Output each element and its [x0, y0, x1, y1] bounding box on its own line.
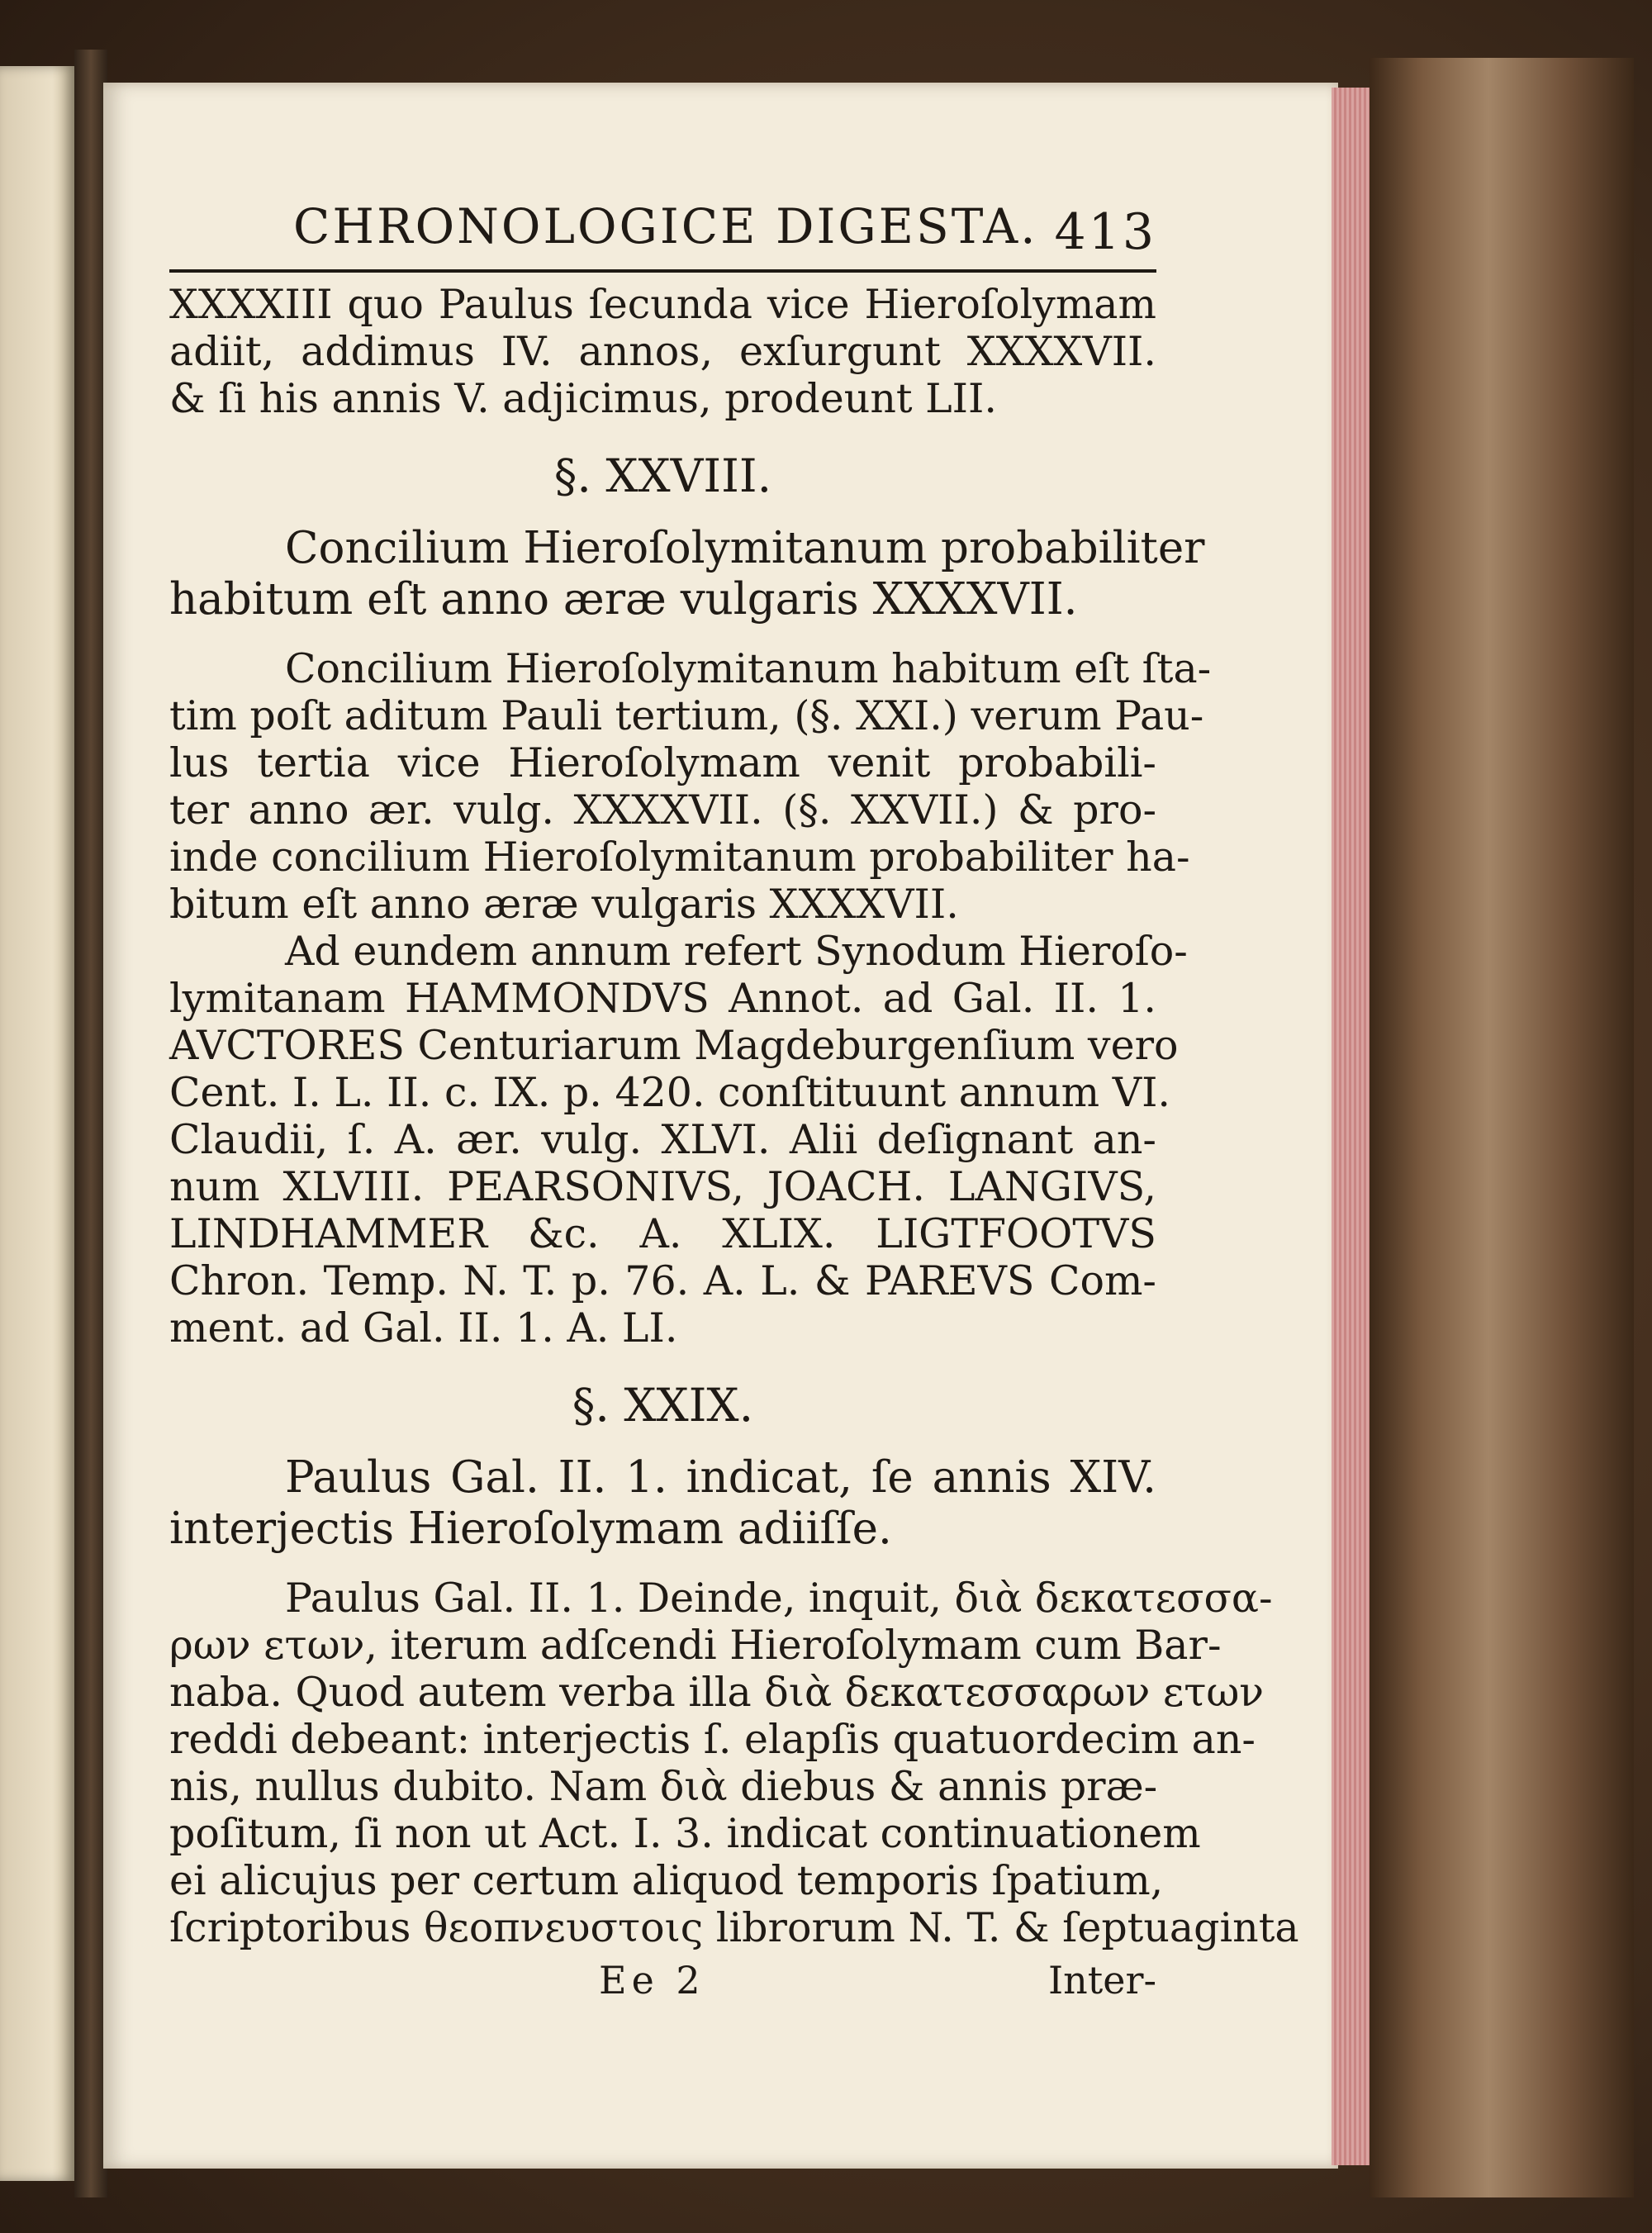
intro-paragraph [169, 281, 1156, 422]
text-line: Paulus Gal. II. 1. Deinde, inquit, διὰ δεκατεσσα- [285, 1575, 1273, 1622]
red-page-edges [1332, 88, 1370, 2165]
running-title: CHRONOLOGICE DIGESTA. [293, 198, 1038, 254]
leather-cover [1370, 58, 1634, 2197]
text-line: XXXXIII quo Paulus ſecunda vice Hieroſolymam [169, 281, 1156, 328]
text-line: Claudii, ſ. A. ær. vulg. XLVI. Alii deſignant an- [169, 1116, 1156, 1163]
text-line: LINDHAMMER &c. A. XLIX. LIGTFOOTVS [169, 1210, 1156, 1257]
head-rule [169, 269, 1156, 273]
text-line: tim poſt aditum Pauli tertium, (§. XXI.) verum Pau- [169, 692, 1204, 739]
text-line: Ad eundem annum refert Synodum Hieroſo- [285, 928, 1188, 975]
text-line: Concilium Hieroſolymitanum probabiliter [285, 523, 1205, 573]
text-line: ſcriptoribus θεοπνευστοις librorum N. T. & ſeptuaginta [169, 1904, 1299, 1951]
text-line: ment. ad Gal. II. 1. A. LI. [169, 1304, 678, 1352]
text-line: nis, nullus dubito. Nam διὰ diebus & annis præ- [169, 1763, 1158, 1810]
section-heading: §. XXIX. [572, 1379, 754, 1432]
text-line: ter anno ær. vulg. XXXXVII. (§. XXVII.) & pro- [169, 786, 1156, 834]
page-number: 413 [1054, 203, 1156, 261]
text-line: & ſi his annis V. adjicimus, prodeunt LII. [169, 375, 997, 422]
proof-paragraph [169, 1575, 1299, 1951]
text-line: reddi debeant: interjectis ſ. elapſis quatuordecim an- [169, 1716, 1256, 1763]
text-line: ei alicujus per certum aliquod temporis ſpatium, [169, 1857, 1164, 1904]
catchword: Inter- [1047, 1958, 1156, 2003]
text-line: interjectis Hieroſolymam adiiſſe. [169, 1504, 892, 1554]
text-line: Concilium Hieroſolymitanum habitum eſt ſta- [285, 645, 1212, 692]
text-line: Cent. I. L. II. c. IX. p. 420. conſtituunt annum VI. [169, 1069, 1171, 1116]
text-line: Paulus Gal. II. 1. indicat, ſe annis XIV. [285, 1452, 1156, 1503]
proof-paragraph [169, 645, 1212, 928]
text-line: Chron. Temp. N. T. p. 76. A. L. & PAREVS Com- [169, 1257, 1156, 1304]
book-spine [74, 50, 107, 2197]
text-line: lymitanam HAMMONDVS Annot. ad Gal. II. 1. [169, 975, 1156, 1022]
signature-mark: Ee 2 [599, 1958, 705, 2003]
text-line: habitum eſt anno æræ vulgaris XXXXVII. [169, 574, 1078, 625]
text-line: adiit, addimus IV. annos, exſurgunt XXXXVII. [169, 328, 1156, 375]
text-line: num XLVIII. PEARSONIVS, JOACH. LANGIVS, [169, 1163, 1156, 1210]
page-footer [169, 1958, 1156, 2007]
text-line: ρων ετων, iterum adſcendi Hieroſolymam cum Bar- [169, 1622, 1222, 1669]
text-line: lus tertia vice Hieroſolymam venit probabili- [169, 739, 1156, 786]
section-heading: §. XXVIII. [553, 449, 772, 502]
text-line: naba. Quod autem verba illa διὰ δεκατεσσαρων ετων [169, 1669, 1265, 1716]
text-line: inde concilium Hieroſolymitanum probabiliter ha- [169, 834, 1190, 881]
proposition [169, 523, 1205, 625]
text-line: poſitum, ſi non ut Act. I. 3. indicat continuationem [169, 1810, 1201, 1857]
scholion-paragraph [169, 928, 1188, 1352]
running-head [169, 190, 1156, 269]
text-line: bitum eſt anno æræ vulgaris XXXXVII. [169, 881, 959, 928]
page-text [169, 190, 1299, 2007]
proposition [169, 1452, 1156, 1555]
left-page-edge [0, 66, 74, 2181]
text-line: AVCTORES Centuriarum Magdeburgenſium vero [169, 1022, 1179, 1069]
